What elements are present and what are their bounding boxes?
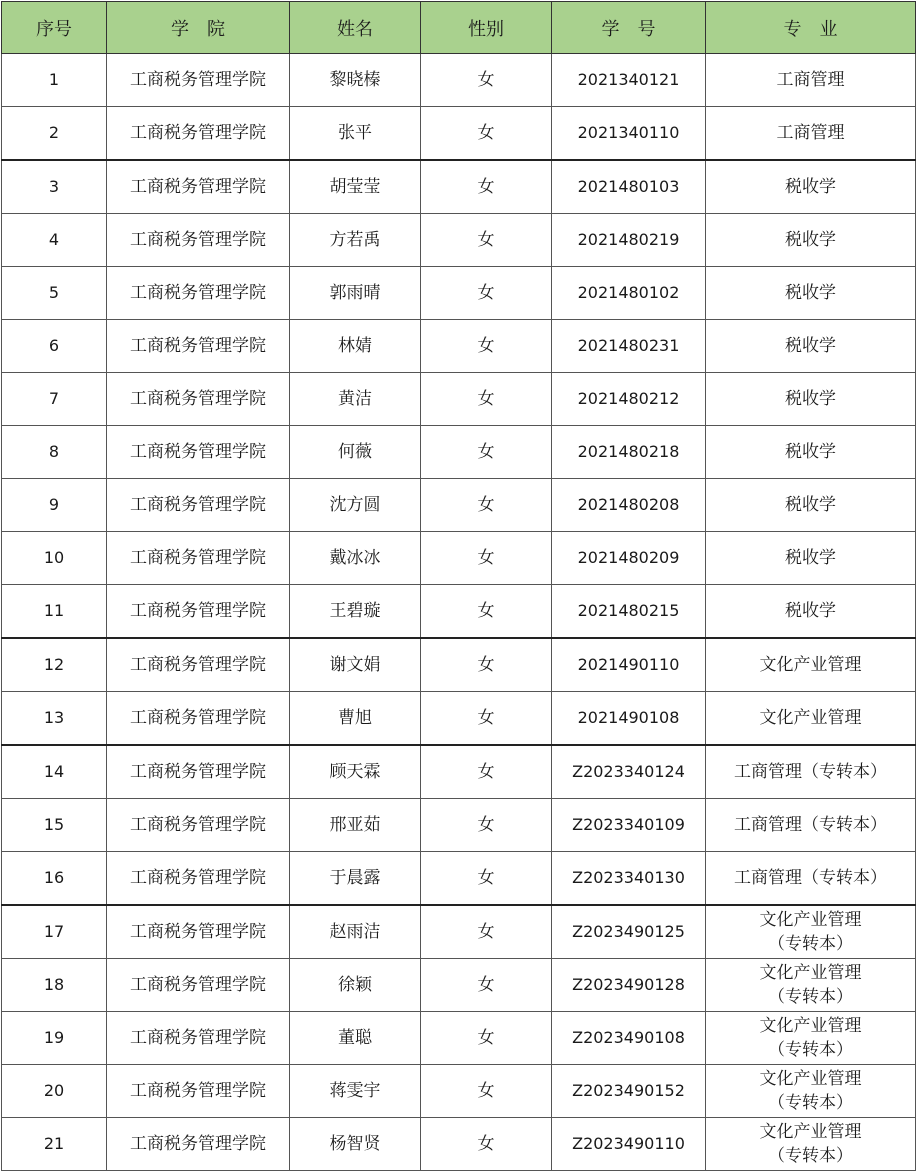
major-cell: 工商管理（专转本）: [706, 852, 916, 906]
gender-cell: 女: [421, 745, 552, 799]
name-cell: 胡莹莹: [290, 160, 421, 214]
table-row: [2, 799, 916, 852]
table-row: [2, 638, 916, 692]
gender-cell: 女: [421, 479, 552, 532]
student-id-cell: 2021480218: [552, 426, 706, 479]
student-id-cell: Z2023340109: [552, 799, 706, 852]
student-id-cell: 2021480102: [552, 267, 706, 320]
student-id-cell: 2021480208: [552, 479, 706, 532]
name-cell: 赵雨洁: [290, 905, 421, 959]
student-id-cell: Z2023490108: [552, 1012, 706, 1065]
table-row: [2, 852, 916, 906]
table-row: [2, 54, 916, 107]
major-cell: 文化产业管理 （专转本）: [706, 905, 916, 959]
major-cell: 税收学: [706, 532, 916, 585]
serial-cell: 5: [2, 267, 107, 320]
gender-cell: 女: [421, 585, 552, 639]
table-body: [2, 54, 916, 1171]
name-cell: 林婧: [290, 320, 421, 373]
table-row: [2, 959, 916, 1012]
serial-cell: 1: [2, 54, 107, 107]
header-row: [2, 2, 916, 54]
gender-cell: 女: [421, 160, 552, 214]
name-cell: 于晨露: [290, 852, 421, 906]
gender-cell: 女: [421, 320, 552, 373]
major-cell: 文化产业管理: [706, 692, 916, 746]
serial-cell: 10: [2, 532, 107, 585]
header-major: 专 业: [706, 2, 916, 54]
major-cell: 税收学: [706, 160, 916, 214]
college-cell: 工商税务管理学院: [107, 638, 290, 692]
major-cell: 税收学: [706, 267, 916, 320]
name-cell: 杨智贤: [290, 1118, 421, 1171]
name-cell: 方若禹: [290, 214, 421, 267]
table-row: [2, 373, 916, 426]
college-cell: 工商税务管理学院: [107, 799, 290, 852]
table-row: [2, 1065, 916, 1118]
header-college: 学 院: [107, 2, 290, 54]
major-cell: 税收学: [706, 373, 916, 426]
name-cell: 王碧璇: [290, 585, 421, 639]
serial-cell: 14: [2, 745, 107, 799]
serial-cell: 8: [2, 426, 107, 479]
major-cell: 文化产业管理 （专转本）: [706, 1065, 916, 1118]
table-row: [2, 692, 916, 746]
serial-cell: 19: [2, 1012, 107, 1065]
serial-cell: 17: [2, 905, 107, 959]
serial-cell: 15: [2, 799, 107, 852]
student-table: [1, 1, 916, 1171]
student-id-cell: 2021480219: [552, 214, 706, 267]
name-cell: 戴冰冰: [290, 532, 421, 585]
major-cell: 工商管理（专转本）: [706, 745, 916, 799]
major-cell: 税收学: [706, 585, 916, 639]
table-row: [2, 267, 916, 320]
college-cell: 工商税务管理学院: [107, 479, 290, 532]
serial-cell: 20: [2, 1065, 107, 1118]
college-cell: 工商税务管理学院: [107, 532, 290, 585]
student-id-cell: Z2023490125: [552, 905, 706, 959]
major-cell: 税收学: [706, 214, 916, 267]
student-id-cell: 2021340110: [552, 107, 706, 161]
student-id-cell: 2021480212: [552, 373, 706, 426]
major-cell: 工商管理（专转本）: [706, 799, 916, 852]
serial-cell: 4: [2, 214, 107, 267]
college-cell: 工商税务管理学院: [107, 267, 290, 320]
college-cell: 工商税务管理学院: [107, 160, 290, 214]
major-cell: 税收学: [706, 479, 916, 532]
table-row: [2, 160, 916, 214]
serial-cell: 16: [2, 852, 107, 906]
college-cell: 工商税务管理学院: [107, 1012, 290, 1065]
major-cell: 税收学: [706, 320, 916, 373]
header-serial: 序号: [2, 2, 107, 54]
gender-cell: 女: [421, 959, 552, 1012]
name-cell: 董聪: [290, 1012, 421, 1065]
student-id-cell: 2021480209: [552, 532, 706, 585]
student-id-cell: 2021480231: [552, 320, 706, 373]
college-cell: 工商税务管理学院: [107, 54, 290, 107]
gender-cell: 女: [421, 1065, 552, 1118]
serial-cell: 11: [2, 585, 107, 639]
name-cell: 黎晓榛: [290, 54, 421, 107]
gender-cell: 女: [421, 532, 552, 585]
serial-cell: 18: [2, 959, 107, 1012]
student-id-cell: Z2023490110: [552, 1118, 706, 1171]
student-id-cell: Z2023340130: [552, 852, 706, 906]
gender-cell: 女: [421, 799, 552, 852]
student-id-cell: 2021480103: [552, 160, 706, 214]
gender-cell: 女: [421, 638, 552, 692]
student-id-cell: Z2023340124: [552, 745, 706, 799]
student-id-cell: Z2023490152: [552, 1065, 706, 1118]
table-row: [2, 320, 916, 373]
name-cell: 曹旭: [290, 692, 421, 746]
serial-cell: 13: [2, 692, 107, 746]
student-list-sheet: [0, 1, 916, 1170]
name-cell: 谢文娟: [290, 638, 421, 692]
table-row: [2, 532, 916, 585]
table-row: [2, 479, 916, 532]
name-cell: 徐颖: [290, 959, 421, 1012]
gender-cell: 女: [421, 373, 552, 426]
gender-cell: 女: [421, 214, 552, 267]
serial-cell: 3: [2, 160, 107, 214]
college-cell: 工商税务管理学院: [107, 214, 290, 267]
table-row: [2, 905, 916, 959]
gender-cell: 女: [421, 905, 552, 959]
major-cell: 工商管理: [706, 107, 916, 161]
name-cell: 张平: [290, 107, 421, 161]
gender-cell: 女: [421, 1118, 552, 1171]
name-cell: 顾天霖: [290, 745, 421, 799]
college-cell: 工商税务管理学院: [107, 852, 290, 906]
table-row: [2, 1012, 916, 1065]
header-name: 姓名: [290, 2, 421, 54]
major-cell: 文化产业管理 （专转本）: [706, 959, 916, 1012]
college-cell: 工商税务管理学院: [107, 905, 290, 959]
college-cell: 工商税务管理学院: [107, 373, 290, 426]
gender-cell: 女: [421, 692, 552, 746]
table-row: [2, 107, 916, 161]
college-cell: 工商税务管理学院: [107, 426, 290, 479]
serial-cell: 21: [2, 1118, 107, 1171]
table-row: [2, 426, 916, 479]
student-id-cell: 2021480215: [552, 585, 706, 639]
gender-cell: 女: [421, 267, 552, 320]
college-cell: 工商税务管理学院: [107, 585, 290, 639]
college-cell: 工商税务管理学院: [107, 1065, 290, 1118]
serial-cell: 6: [2, 320, 107, 373]
gender-cell: 女: [421, 426, 552, 479]
name-cell: 何薇: [290, 426, 421, 479]
serial-cell: 9: [2, 479, 107, 532]
major-cell: 文化产业管理: [706, 638, 916, 692]
serial-cell: 2: [2, 107, 107, 161]
student-id-cell: 2021490108: [552, 692, 706, 746]
major-cell: 工商管理: [706, 54, 916, 107]
major-cell: 文化产业管理 （专转本）: [706, 1012, 916, 1065]
name-cell: 沈方圆: [290, 479, 421, 532]
student-id-cell: 2021340121: [552, 54, 706, 107]
college-cell: 工商税务管理学院: [107, 745, 290, 799]
name-cell: 黄洁: [290, 373, 421, 426]
college-cell: 工商税务管理学院: [107, 107, 290, 161]
header-student-id: 学 号: [552, 2, 706, 54]
name-cell: 邢亚茹: [290, 799, 421, 852]
student-id-cell: 2021490110: [552, 638, 706, 692]
college-cell: 工商税务管理学院: [107, 320, 290, 373]
header-gender: 性别: [421, 2, 552, 54]
name-cell: 蒋雯宇: [290, 1065, 421, 1118]
college-cell: 工商税务管理学院: [107, 1118, 290, 1171]
gender-cell: 女: [421, 852, 552, 906]
major-cell: 文化产业管理 （专转本）: [706, 1118, 916, 1171]
gender-cell: 女: [421, 54, 552, 107]
table-row: [2, 585, 916, 639]
major-cell: 税收学: [706, 426, 916, 479]
college-cell: 工商税务管理学院: [107, 959, 290, 1012]
table-row: [2, 214, 916, 267]
gender-cell: 女: [421, 107, 552, 161]
student-id-cell: Z2023490128: [552, 959, 706, 1012]
name-cell: 郭雨晴: [290, 267, 421, 320]
table-row: [2, 745, 916, 799]
college-cell: 工商税务管理学院: [107, 692, 290, 746]
serial-cell: 12: [2, 638, 107, 692]
serial-cell: 7: [2, 373, 107, 426]
table-row: [2, 1118, 916, 1171]
gender-cell: 女: [421, 1012, 552, 1065]
